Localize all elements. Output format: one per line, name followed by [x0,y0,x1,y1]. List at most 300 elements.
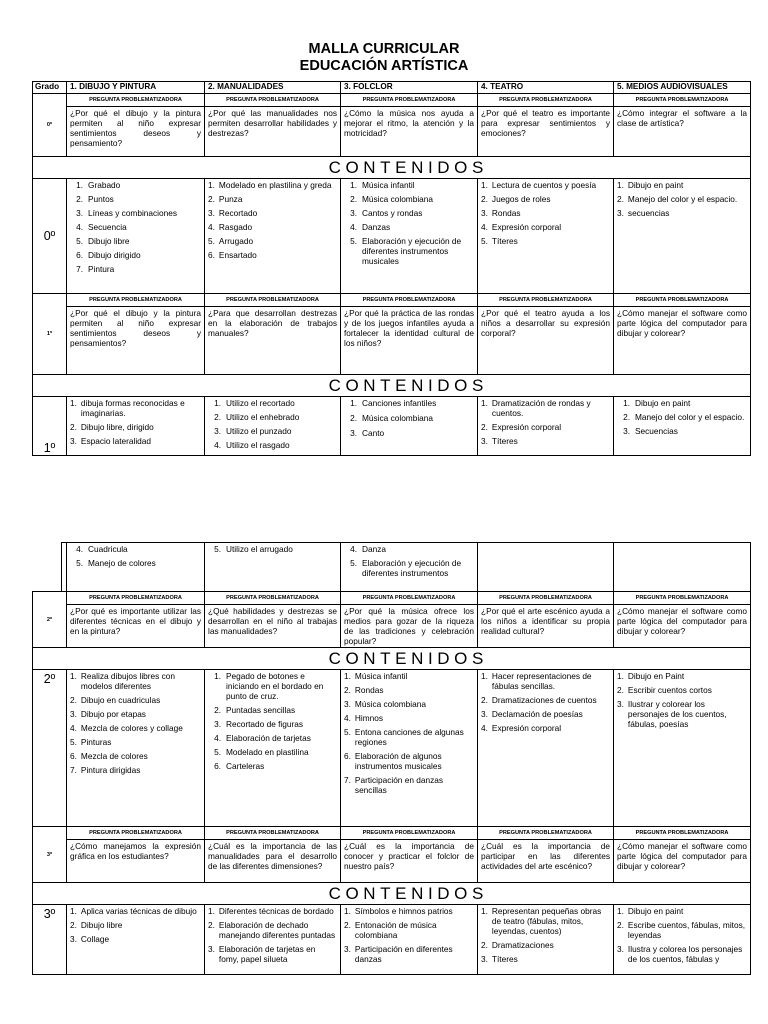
pregunta-label: PREGUNTA PROBLEMATIZADORA [478,592,614,605]
content-item [208,719,337,729]
content-item-number: 3. [481,954,488,964]
content-item-text: Utilizo el enhebrado [226,412,300,422]
content-item-number: 3. [70,934,77,944]
content-item-text: Cuadricula [88,544,128,554]
content-item-number: 4. [214,733,221,743]
doc-title-line2: EDUCACIÓN ARTÍSTICA [299,58,469,74]
content-item-text: Elaboración y ejecución de diferentes instrumentos [362,558,462,578]
question-row [33,307,751,375]
content-item-number: 1. [214,671,221,681]
content-item-number: 7. [76,264,83,274]
content-col-medios [614,905,751,975]
content-item [70,250,201,260]
content-item-number: 1. [481,906,488,916]
content-col-manualidades [205,397,341,456]
content-item-text: Lectura de cuentos y poesía [491,180,597,190]
content-col-teatro-empty [478,543,614,592]
content-item [344,713,474,723]
header-folclor: 3. FOLCLOR [341,82,478,94]
content-item-text: Dramatización de rondas y cuentos. [491,398,591,418]
content-item-number: 6. [214,761,221,771]
content-item [70,920,201,930]
content-item-text: Manejo de colores [88,558,156,568]
content-item-text: Realiza dibujos libres con modelos diferentes [80,671,176,691]
question-text: ¿Por qué el dibujo y la pintura permiten al niño expresar sentimientos deseos y pensamiento? [67,107,205,157]
content-item-number: 2. [350,194,357,204]
content-item-text: Música colombiana [354,699,426,709]
doc-title-line1: MALLA CURRICULAR [308,41,460,57]
content-item-text: Juegos de roles [491,194,551,204]
content-item-text: Secuencias [635,426,678,436]
question-text: ¿Por qué el teatro es importante para expresar sentimientos y emociones? [478,107,614,157]
content-item-number: 4. [76,544,83,554]
content-item [617,920,747,940]
content-item-number: 2. [617,194,624,204]
question-text: ¿Para que desarrollan destrezas en la elaboración de trabajos manuales? [205,307,341,375]
content-item [344,222,474,232]
pregunta-label: PREGUNTA PROBLEMATIZADORA [341,294,478,307]
content-item [70,222,201,232]
content-item-number: 1. [76,180,83,190]
content-item [70,208,201,218]
content-item-text: Canciones infantiles [362,398,437,408]
content-item [208,412,337,422]
contenidos-heading: CONTENIDOS [67,648,751,670]
pregunta-label-row [33,592,751,605]
contenidos-heading: CONTENIDOS [67,375,751,397]
content-item-text: Dibujo libre [80,920,123,930]
content-item-text: Dramatizaciones [491,940,554,950]
content-item-text: Manejo del color y el espacio. [627,194,738,204]
content-item [208,236,337,246]
content-item-text: Secuencia [88,222,127,232]
content-item-number: 2. [344,685,351,695]
content-item [208,180,337,190]
content-item-text: secuencias [627,208,670,218]
content-item-number: 6. [70,751,77,761]
content-item-number: 1. [208,906,215,916]
content-item-text: Entonación de música colombiana [354,920,437,940]
contenidos-spacer [33,375,67,397]
contenidos-list-row [33,397,751,456]
content-item [208,194,337,204]
content-item-number: 4. [481,222,488,232]
contenidos-list-row [33,179,751,294]
content-item-text: Títeres [491,236,518,246]
content-col-manualidades [205,543,341,592]
content-item-text: Expresión corporal [491,723,562,733]
content-item-text: Dibujo en paint [627,906,684,916]
content-item-text: Pintura dirigidas [80,765,141,775]
content-item [208,920,337,940]
contenidos-list-row [33,670,751,827]
content-item-number: 2. [214,412,221,422]
content-col-dibujo [67,670,205,827]
content-item [208,761,337,771]
question-text: ¿Por qué es importante utilizar las diferentes técnicas en el dibujo y en la pintura? [67,605,205,648]
content-item-number: 3. [344,944,351,954]
content-item [208,944,337,964]
content-item-number: 3. [76,208,83,218]
content-item [344,428,474,438]
content-item-text: Aplica varias técnicas de dibujo [80,906,197,916]
content-item-number: 3. [214,719,221,729]
content-item-number: 1. [344,906,351,916]
content-item-text: Espacio lateralidad [80,436,152,446]
contenidos-heading: CONTENIDOS [67,157,751,179]
content-item [481,695,610,705]
content-col-teatro [478,397,614,456]
content-item-text: Títeres [491,954,518,964]
content-item-text: Elaboración y ejecución de diferentes instrumentos musicales [362,236,462,266]
content-item-text: Escribe cuentos, fábulas, mitos, leyendas [627,920,746,940]
content-item-number: 4. [70,723,77,733]
content-item [208,398,337,408]
header-row [33,82,751,94]
question-text: ¿Cómo manejar el software como parte lógica del computador para dibujar y colorear? [614,840,751,883]
content-item [344,727,474,747]
content-item-text: Ilustrar y colorear los personajes de los cuentos, fábulas, poesías [627,699,727,729]
content-item-number: 2. [70,920,77,930]
content-item-text: Títeres [491,436,518,446]
content-item-text: Collage [80,934,110,944]
pregunta-label: PREGUNTA PROBLEMATIZADORA [614,827,751,840]
content-item-number: 3. [70,709,77,719]
content-item-number: 2. [481,194,488,204]
question-text: ¿Cómo integrar el software a la clase de artística? [614,107,751,157]
header-teatro: 4. TEATRO [478,82,614,94]
pregunta-label: PREGUNTA PROBLEMATIZADORA [67,827,205,840]
content-item-text: Rondas [491,208,521,218]
content-col-dibujo [67,543,205,592]
grade-cell: 2º [33,670,67,827]
header-grado: Grado [33,82,67,94]
content-item-text: Modelado en plastilina y greda [218,180,332,190]
content-item-number: 1. [481,398,488,408]
pregunta-label: PREGUNTA PROBLEMATIZADORA [67,592,205,605]
content-item-text: Rasgado [218,222,253,232]
pregunta-label: PREGUNTA PROBLEMATIZADORA [341,592,478,605]
content-item-text: Pegado de botones e iniciando en el bordado en punto de cruz. [226,671,324,701]
content-item-text: Música colombiana [362,413,434,423]
content-item-text: Expresión corporal [491,222,562,232]
content-item-text: Danza [362,544,386,554]
content-item-text: Ensartado [218,250,257,260]
content-item [617,398,747,408]
contenidos-row [33,648,751,670]
header-manualidades: 2. MANUALIDADES [205,82,341,94]
content-item-text: Utilizo el rasgado [226,440,290,450]
content-item-text: dibuja formas reconocidas e imaginarias. [80,398,185,418]
question-text: ¿Por qué el dibujo y la pintura permiten al niño expresar sentimientos deseos y pensamientos? [67,307,205,375]
content-item [617,671,747,681]
content-item [70,544,201,554]
content-item-number: 5. [481,236,488,246]
content-item [344,236,474,266]
content-item-text: Recortado [218,208,258,218]
content-item-number: 6. [344,751,351,761]
content-col-folclor [341,397,478,456]
content-item-number: 3. [617,208,624,218]
content-item-text: Utilizo el arrugado [226,544,293,554]
question-row [33,107,751,157]
content-item-number: 3. [344,699,351,709]
content-item-text: Elaboración de dechado manejando diferentes puntadas [218,920,336,940]
content-item-number: 2. [481,940,488,950]
content-item-text: Arrugado [218,236,254,246]
content-item-number: 3. [214,426,221,436]
content-item-text: Líneas y combinaciones [88,208,178,218]
content-item [344,413,474,423]
content-item-text: Mezcla de colores [80,751,148,761]
pregunta-label: PREGUNTA PROBLEMATIZADORA [341,827,478,840]
content-item [617,699,747,729]
content-item-number: 2. [214,705,221,715]
content-item-number: 2. [617,920,624,930]
content-item [344,775,474,795]
content-item [481,906,610,936]
content-col-dibujo [67,397,205,456]
content-item [617,906,747,916]
content-col-manualidades [205,670,341,827]
content-item-text: Recortado de figuras [226,719,304,729]
content-item-text: Danzas [362,222,391,232]
content-item-number: 1. [617,180,624,190]
content-item-text: Cantos y rondas [362,208,423,218]
content-item-text: Dibujo en Paint [627,671,685,681]
content-item [344,920,474,940]
content-item-text: Dibujo libre, dirigido [80,422,154,432]
header-dibujo-pintura: 1. DIBUJO Y PINTURA [67,82,205,94]
content-col-folclor [341,543,478,592]
content-item-text: Música infantil [354,671,408,681]
content-item [481,723,610,733]
pregunta-label: PREGUNTA PROBLEMATIZADORA [478,94,614,107]
content-item [70,264,201,274]
content-item-number: 4. [76,222,83,232]
content-item-number: 1. [481,671,488,681]
content-item-number: 5. [344,727,351,737]
pregunta-label: PREGUNTA PROBLEMATIZADORA [341,94,478,107]
question-text: ¿Por qué la práctica de las rondas y de los juegos infantiles ayuda a fortalecer la identidad cultural de los niños? [341,307,478,375]
question-row [33,605,751,648]
content-item [208,222,337,232]
content-item [70,180,201,190]
content-item-number: 6. [76,250,83,260]
pregunta-label: PREGUNTA PROBLEMATIZADORA [67,94,205,107]
content-col-teatro [478,905,614,975]
content-item-text: Utilizo el punzado [226,426,292,436]
grade-cell: 0º [33,179,67,294]
content-item [70,422,201,432]
content-item-number: 5. [208,236,215,246]
content-item-number: 7. [344,775,351,785]
content-item-text: Puntos [88,194,114,204]
question-text: ¿Cómo la música nos ayuda a mejorar el ritmo, la atención y la motricidad? [341,107,478,157]
content-col-dibujo [67,905,205,975]
content-item-number: 5. [76,236,83,246]
content-item-number: 3. [481,709,488,719]
content-item-number: 5. [350,558,357,568]
content-item [617,412,747,422]
content-item-text: Grabado [88,180,121,190]
content-item-text: Puntadas sencillas [226,705,296,715]
content-item-text: Utilizo el recortado [226,398,295,408]
content-item [617,180,747,190]
content-item-text: Participación en danzas sencillas [354,775,444,795]
grade-cell: 3º [33,827,67,883]
content-item-number: 3. [350,428,357,438]
contenidos-row [33,375,751,397]
question-text: ¿Cómo manejamos la expresión gráfica en los estudiantes? [67,840,205,883]
content-item-text: Mezcla de colores y collage [80,723,183,733]
content-item-text: Canto [362,428,385,438]
content-item-number: 1. [481,180,488,190]
content-item [70,695,201,705]
content-item [344,180,474,190]
content-item [481,709,610,719]
pregunta-label: PREGUNTA PROBLEMATIZADORA [205,94,341,107]
content-item-number: 4. [350,544,357,554]
content-item-text: Dibujo dirigido [88,250,141,260]
pregunta-label-row [33,827,751,840]
pregunta-label: PREGUNTA PROBLEMATIZADORA [67,294,205,307]
content-item [70,709,201,719]
content-item [344,671,474,681]
question-text: ¿Cuál es la importancia de participar en las diferentes actividades del arte escénico? [478,840,614,883]
content-item-number: 2. [70,695,77,705]
pregunta-label: PREGUNTA PROBLEMATIZADORA [614,294,751,307]
content-item-text: Elaboración de algunos instrumentos musicales [354,751,442,771]
content-item-number: 1. [70,906,77,916]
grade-cell: 2º [33,592,67,648]
content-item-text: Dibujo en cuadriculas [80,695,161,705]
content-item-number: 1. [350,180,357,190]
content-col-manualidades [205,179,341,294]
content-item-number: 2. [350,413,357,423]
content-item [70,723,201,733]
content-item-text: Dramatizaciones de cuentos [491,695,597,705]
content-item [344,544,474,554]
pregunta-label: PREGUNTA PROBLEMATIZADORA [478,294,614,307]
content-item-number: 3. [208,208,215,218]
content-item [617,194,747,204]
contenidos-heading: CONTENIDOS [67,883,751,905]
question-row [33,840,751,883]
question-text: ¿Por qué el arte escénico ayuda a los niños a identificar su propia realidad cultural? [478,605,614,648]
content-item-text: Declamación de poesías [491,709,583,719]
content-item [344,208,474,218]
content-item [481,671,610,691]
content-item [70,558,201,568]
content-item [617,685,747,695]
content-item [481,236,610,246]
content-item [481,180,610,190]
content-item-number: 2. [76,194,83,204]
content-item-text: Escribir cuentos cortos [627,685,712,695]
grade-cell: 1º [33,397,67,456]
content-item [70,398,201,418]
content-item-text: Representan pequeñas obras de teatro (fábulas, mitos, leyendas, cuentos) [491,906,602,936]
question-text: ¿Por qué las manualidades nos permiten desarrollar habilidades y destrezas? [205,107,341,157]
content-col-teatro [478,179,614,294]
content-item [208,544,337,554]
grade-cell: 0º [33,94,67,157]
content-item [70,194,201,204]
content-item [208,733,337,743]
content-item [481,222,610,232]
question-text: ¿Cómo manejar el software como parte lógica del computador para dibujar y colorear? [614,307,751,375]
content-item [344,194,474,204]
content-item-number: 3. [208,944,215,954]
content-item-text: Carteleras [226,761,265,771]
content-item-text: Participación en diferentes danzas [354,944,453,964]
content-item [70,751,201,761]
content-item-text: Símbolos e himnos patrios [354,906,453,916]
content-item-number: 3. [481,436,488,446]
content-item-number: 4. [214,440,221,450]
content-item [481,954,610,964]
content-item [481,208,610,218]
question-text: ¿Qué habilidades y destrezas se desarrollan en el niño al trabajas las manualidades? [205,605,341,648]
content-col-folclor [341,670,478,827]
pregunta-label: PREGUNTA PROBLEMATIZADORA [478,827,614,840]
content-item-number: 5. [214,747,221,757]
content-item [481,194,610,204]
content-item [617,944,747,964]
pregunta-label: PREGUNTA PROBLEMATIZADORA [205,294,341,307]
content-item-text: Dibujo libre [88,236,130,246]
content-item-number: 2. [481,422,488,432]
content-item [481,940,610,950]
content-item-number: 1. [344,671,351,681]
pregunta-label-row [33,94,751,107]
content-item-text: Modelado en plastilina [226,747,309,757]
content-item-number: 2. [481,695,488,705]
curriculum-table-page2 [61,542,751,592]
content-item-text: Diferentes técnicas de bordado [218,906,334,916]
content-item-number: 3. [350,208,357,218]
contenidos-spacer [33,883,67,905]
content-item-number: 2. [208,920,215,930]
pregunta-label: PREGUNTA PROBLEMATIZADORA [205,592,341,605]
content-item-number: 3. [617,699,624,709]
content-item-text: Hacer representaciones de fábulas sencillas. [491,671,592,691]
content-item-text: Manejo del color y el espacio. [635,412,745,422]
content-item [481,398,610,418]
content-item [70,934,201,944]
content-item-text: Dibujo por etapas [80,709,146,719]
content-item [70,671,201,691]
content-item-number: 5. [70,737,77,747]
pregunta-label: PREGUNTA PROBLEMATIZADORA [614,94,751,107]
contenidos-list-row [33,905,751,975]
content-item [70,906,201,916]
content-item [481,436,610,446]
content-item-text: Dibujo en paint [627,180,684,190]
content-item-number: 4. [344,713,351,723]
content-item-number: 1. [208,180,215,190]
content-item-number: 5. [350,236,357,246]
content-item-number: 1. [70,398,77,408]
content-item-text: Entona canciones de algunas regiones [354,727,464,747]
curriculum-table-page1 [32,81,751,456]
content-col-folclor [341,179,478,294]
grade-cell: 3º [33,905,67,975]
content-item-number: 3. [70,436,77,446]
content-item-number: 7. [70,765,77,775]
content-item-number: 5. [76,558,83,568]
